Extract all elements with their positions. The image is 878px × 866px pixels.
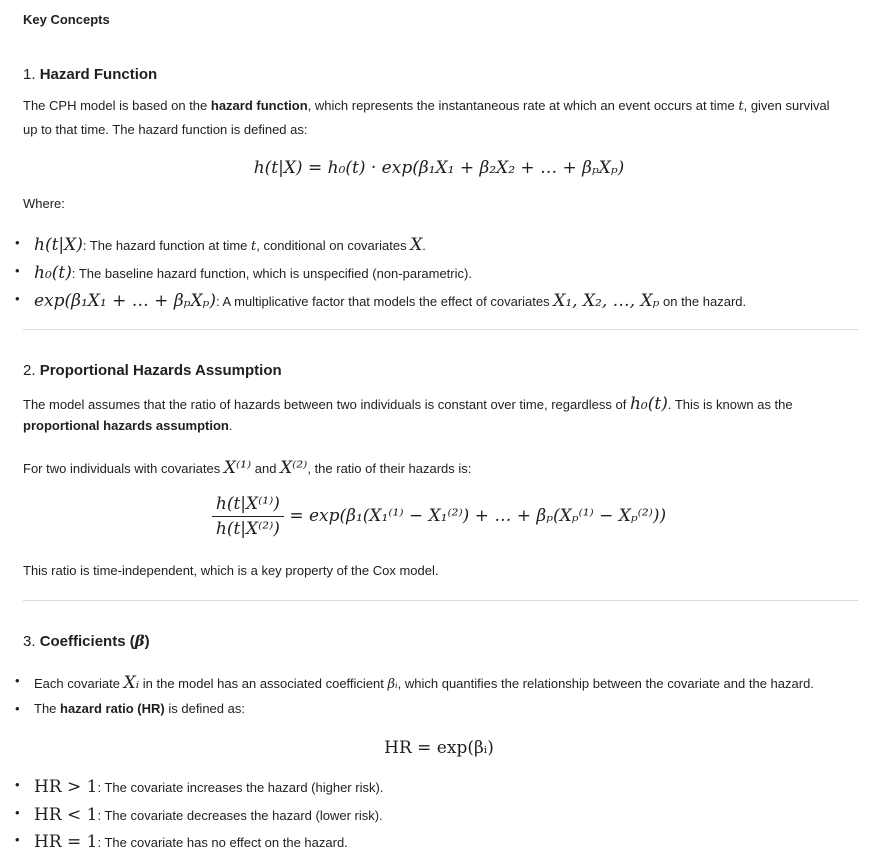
list-item bbox=[34, 701, 245, 716]
list-item bbox=[34, 291, 746, 311]
math-expression: HR < 1 bbox=[34, 805, 98, 825]
math-expression: t bbox=[738, 99, 744, 114]
text-span: and bbox=[251, 461, 281, 476]
text-span: The model assumes that the ratio of hazards between two individuals is constant over time, regardless of bbox=[23, 397, 630, 412]
text-span: Proportional Hazards Assumption bbox=[39, 362, 282, 379]
math-expression: X bbox=[410, 235, 423, 255]
text-span: The CPH model is based on the bbox=[23, 98, 211, 113]
math-expression: β bbox=[134, 632, 145, 650]
text-span: h(t|X⁽¹⁾) bbox=[212, 492, 284, 517]
text-span: , given survival bbox=[743, 98, 830, 113]
where-label: Where: bbox=[23, 196, 65, 211]
text-span: = exp(β₁(X₁⁽¹⁾ − X₁⁽²⁾) + … + βₚ(Xₚ⁽¹⁾ − Xₚ⁽²⁾)) bbox=[289, 506, 667, 526]
math-expression: X₁, X₂, …, Xₚ bbox=[553, 291, 660, 311]
list-item bbox=[34, 673, 814, 693]
text-span: : A multiplicative factor that models the effect of covariates bbox=[216, 294, 554, 309]
math-expression: X⁽¹⁾ bbox=[223, 458, 252, 478]
text-span: For two individuals with covariates bbox=[23, 461, 224, 476]
text-span: hazard function bbox=[210, 98, 308, 113]
paragraph bbox=[23, 98, 830, 114]
text-span: hazard ratio (HR) bbox=[60, 701, 165, 716]
text-span: The bbox=[34, 701, 61, 716]
math-expression: βᵢ bbox=[387, 677, 398, 692]
text-span: on the hazard. bbox=[659, 294, 747, 309]
text-span: . bbox=[228, 418, 233, 433]
math-expression: t bbox=[251, 239, 257, 254]
math-expression: h₀(t) bbox=[629, 394, 668, 414]
hazard-ratio-formula bbox=[0, 492, 878, 541]
math-expression: h₀(t) bbox=[34, 263, 72, 283]
hr-formula: HR = exp(βᵢ) bbox=[384, 738, 494, 758]
divider bbox=[23, 600, 858, 601]
text-span: h(t|X⁽²⁾) bbox=[215, 519, 280, 539]
math-expression: X⁽²⁾ bbox=[280, 458, 308, 478]
list-item bbox=[34, 777, 383, 797]
section-heading-proportional-hazards bbox=[23, 362, 282, 379]
paragraph bbox=[23, 418, 232, 433]
paragraph: up to that time. The hazard function is defined as: bbox=[23, 122, 308, 137]
text-span: , conditional on covariates bbox=[256, 238, 411, 253]
math-expression: exp(β₁X₁ + … + βₚXₚ) bbox=[34, 291, 216, 311]
section-heading-coefficients bbox=[23, 632, 150, 650]
paragraph bbox=[23, 394, 793, 414]
text-span: . bbox=[422, 238, 426, 253]
text-span: , the ratio of their hazards is: bbox=[307, 461, 472, 476]
text-span: ) bbox=[144, 633, 150, 650]
text-span: 3. bbox=[23, 633, 36, 650]
text-span: . This is known as the bbox=[667, 397, 793, 412]
text-span: Hazard Function bbox=[39, 66, 158, 83]
list-item bbox=[34, 263, 472, 283]
math-expression: HR = 1 bbox=[34, 832, 98, 852]
math-expression: Xᵢ bbox=[123, 673, 140, 693]
math-expression: h(t|X) bbox=[34, 235, 83, 255]
text-span: Coefficients ( bbox=[39, 633, 135, 650]
text-span: : The covariate has no effect on the hazard. bbox=[97, 835, 348, 850]
section-heading-hazard-function bbox=[23, 66, 157, 83]
text-span: : The hazard function at time bbox=[82, 238, 252, 253]
text-span: is defined as: bbox=[164, 701, 245, 716]
text-span: in the model has an associated coefficient bbox=[139, 676, 388, 691]
text-span: : The covariate increases the hazard (higher risk). bbox=[97, 780, 384, 795]
paragraph: This ratio is time-independent, which is a key property of the Cox model. bbox=[23, 563, 439, 578]
list-item bbox=[34, 832, 348, 852]
text-span: 2. bbox=[23, 362, 36, 379]
text-span: 1. bbox=[23, 66, 36, 83]
text-span: : The covariate decreases the hazard (lower risk). bbox=[97, 808, 383, 823]
text-span: Each covariate bbox=[34, 676, 124, 691]
divider bbox=[23, 329, 858, 330]
text-span: , which represents the instantaneous rate at which an event occurs at time bbox=[307, 98, 739, 113]
text-span: proportional hazards assumption bbox=[23, 418, 229, 433]
list-item bbox=[34, 805, 383, 825]
list-item bbox=[34, 235, 426, 255]
paragraph bbox=[23, 458, 471, 478]
text-span: : The baseline hazard function, which is unspecified (non-parametric). bbox=[71, 266, 472, 281]
hazard-formula: h(t|X) = h₀(t) · exp(β₁X₁ + β₂X₂ + … + βₚXₚ) bbox=[253, 158, 625, 178]
page-title: Key Concepts bbox=[23, 12, 110, 27]
math-expression: HR > 1 bbox=[34, 777, 98, 797]
text-span: , which quantifies the relationship between the covariate and the hazard. bbox=[397, 676, 814, 691]
